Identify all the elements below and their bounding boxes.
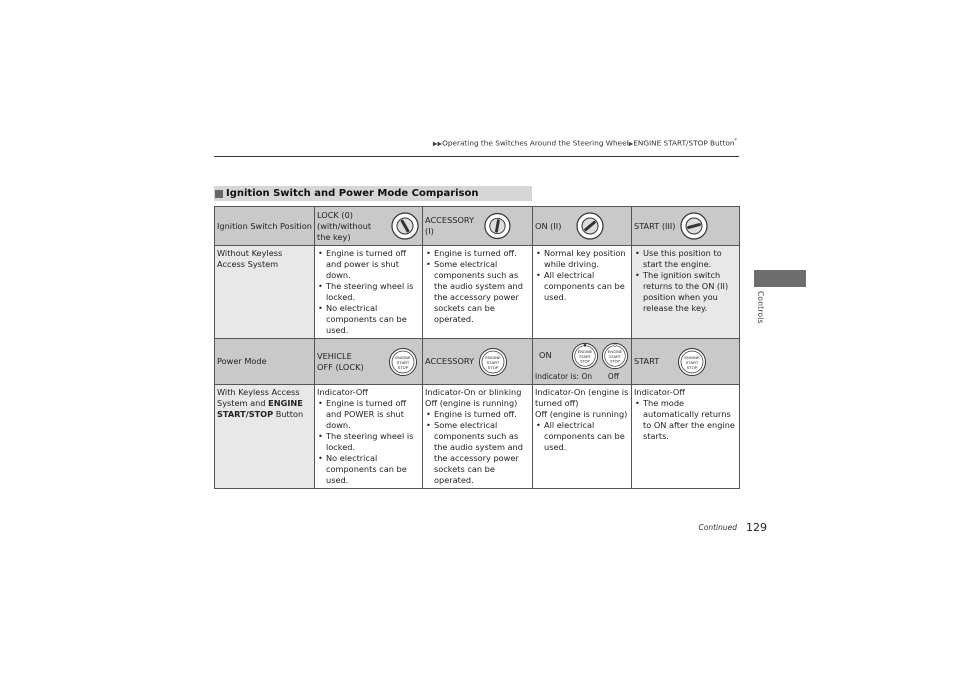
list-item: • The ignition switch returns to the ON (II) position when you release the key. <box>634 270 737 314</box>
row-head-with-keyless: With Keyless Access System and ENGINE START/STOP Button <box>215 385 315 489</box>
list-item: • Some electrical components such as the audio system and the accessory power sockets can be operated. <box>425 259 530 325</box>
section-heading <box>214 186 532 201</box>
engine-start-stop-button-icon <box>677 347 707 377</box>
breadcrumb-current[interactable]: ENGINE START/STOP Button <box>633 138 735 148</box>
list-item: • No electrical components can be used. <box>317 453 420 486</box>
svg-text:START: START <box>579 354 591 359</box>
engine-start-stop-button-off-icon <box>601 342 629 370</box>
continued-label: Continued <box>698 523 737 532</box>
svg-text:STOP: STOP <box>579 359 591 364</box>
list-item: • All electrical components can be used. <box>535 270 629 303</box>
cell-accessory-desc <box>423 246 533 339</box>
cell-lock <box>315 207 423 246</box>
cell-on-mode-desc: Indicator-On (engine is turned off) Off (engine is running) • All electrical components can be used. <box>533 385 632 489</box>
list-item: • Normal key position while driving. <box>535 248 629 270</box>
cell-start-desc <box>632 246 740 339</box>
breadcrumb <box>433 138 737 147</box>
cell-start: START (III) <box>632 207 740 246</box>
cell-vehicle-off <box>315 339 423 385</box>
list-item: • Engine is turned off. <box>425 248 530 259</box>
cell-accessory-mode: ACCESSORY ENGINE START STOP <box>423 339 533 385</box>
svg-text:START: START <box>685 359 699 365</box>
list-item: • Engine is turned off and power is shut down. <box>317 248 420 281</box>
list-item: • The steering wheel is locked. <box>317 281 420 303</box>
list-item: • No electrical components can be used. <box>317 303 420 336</box>
svg-text:START: START <box>486 359 500 365</box>
double-arrow-icon: ▶▶ <box>432 140 443 148</box>
table-row <box>215 339 740 385</box>
ignition-key-lock-icon <box>390 211 420 241</box>
svg-text:STOP: STOP <box>487 364 499 370</box>
list-item: • Some electrical components such as the audio system and the accessory power sockets can be operated. <box>425 420 530 486</box>
table-row <box>215 385 740 489</box>
chapter-label: Controls <box>756 291 765 324</box>
svg-text:ENGINE: ENGINE <box>395 354 411 360</box>
header-rule <box>214 156 739 157</box>
cell-start-mode: START ENGINE START STOP <box>632 339 740 385</box>
engine-start-stop-button-icon <box>388 347 418 377</box>
cell-accessory: ACCESSORY (I) <box>423 207 533 246</box>
list-item: • The mode automatically returns to ON after the engine starts. <box>634 398 737 442</box>
ignition-key-accessory-icon <box>483 211 512 241</box>
ignition-key-on-icon <box>575 211 605 241</box>
list-item: • All electrical components can be used. <box>535 420 629 453</box>
table-row <box>215 207 740 246</box>
cell-start-mode-desc: Indicator-Off • The mode automatically returns to ON after the engine starts. <box>632 385 740 489</box>
svg-text:ENGINE: ENGINE <box>485 354 501 360</box>
svg-text:ENGINE: ENGINE <box>577 349 593 354</box>
arrow-icon: ▶ <box>628 140 634 148</box>
cell-on-desc <box>533 246 632 339</box>
list-item: • The steering wheel is locked. <box>317 431 420 453</box>
row-head-without-keyless: Without Keyless Access System <box>215 246 315 339</box>
square-bullet-icon <box>215 190 223 198</box>
cell-lock-desc <box>315 246 423 339</box>
table-row <box>215 246 740 339</box>
section-title: Ignition Switch and Power Mode Comparison <box>226 188 479 199</box>
indicator-labels: Indicator is: On Off <box>535 371 619 381</box>
cell-acc-desc: Indicator-On or blinking Off (engine is running) • Engine is turned off. • Some electrical components such as the audio system and the accessory power sockets can be operated. <box>423 385 533 489</box>
svg-text:START: START <box>396 359 410 365</box>
svg-text:ENGINE: ENGINE <box>684 354 700 360</box>
engine-start-stop-button-on-icon <box>571 342 599 370</box>
breadcrumb-parent[interactable]: Operating the Switches Around the Steering Wheel <box>442 138 629 148</box>
list-item: • Engine is turned off. <box>425 409 530 420</box>
engine-start-stop-button-icon <box>478 347 508 377</box>
cell-on-mode: ON ENGINE START STOP ENGINE START STOP Indicator is: On Off <box>533 339 632 385</box>
row-head-ignition: Ignition Switch Position <box>215 207 315 246</box>
svg-text:STOP: STOP <box>686 364 698 370</box>
comparison-table <box>214 206 740 489</box>
list-item: • Use this position to start the engine. <box>634 248 737 270</box>
cell-off-desc: Indicator-Off • Engine is turned off and POWER is shut down. • The steering wheel is locked. • No electrical components can be used. <box>315 385 423 489</box>
svg-text:STOP: STOP <box>609 359 621 364</box>
vehicle-off-label: VEHICLE OFF (LOCK) <box>317 350 364 372</box>
ignition-key-start-icon <box>679 211 709 241</box>
footnote-mark: * <box>734 138 737 144</box>
svg-text:START: START <box>609 354 621 359</box>
cell-on: ON (II) <box>533 207 632 246</box>
row-head-power-mode: Power Mode <box>215 339 315 385</box>
svg-text:STOP: STOP <box>397 364 409 370</box>
list-item: • Engine is turned off and POWER is shut down. <box>317 398 420 431</box>
svg-text:ENGINE: ENGINE <box>607 349 623 354</box>
chapter-tab <box>754 270 806 287</box>
page-number: 129 <box>746 521 767 534</box>
lock-label: LOCK (0) (with/without the key) <box>317 209 372 242</box>
